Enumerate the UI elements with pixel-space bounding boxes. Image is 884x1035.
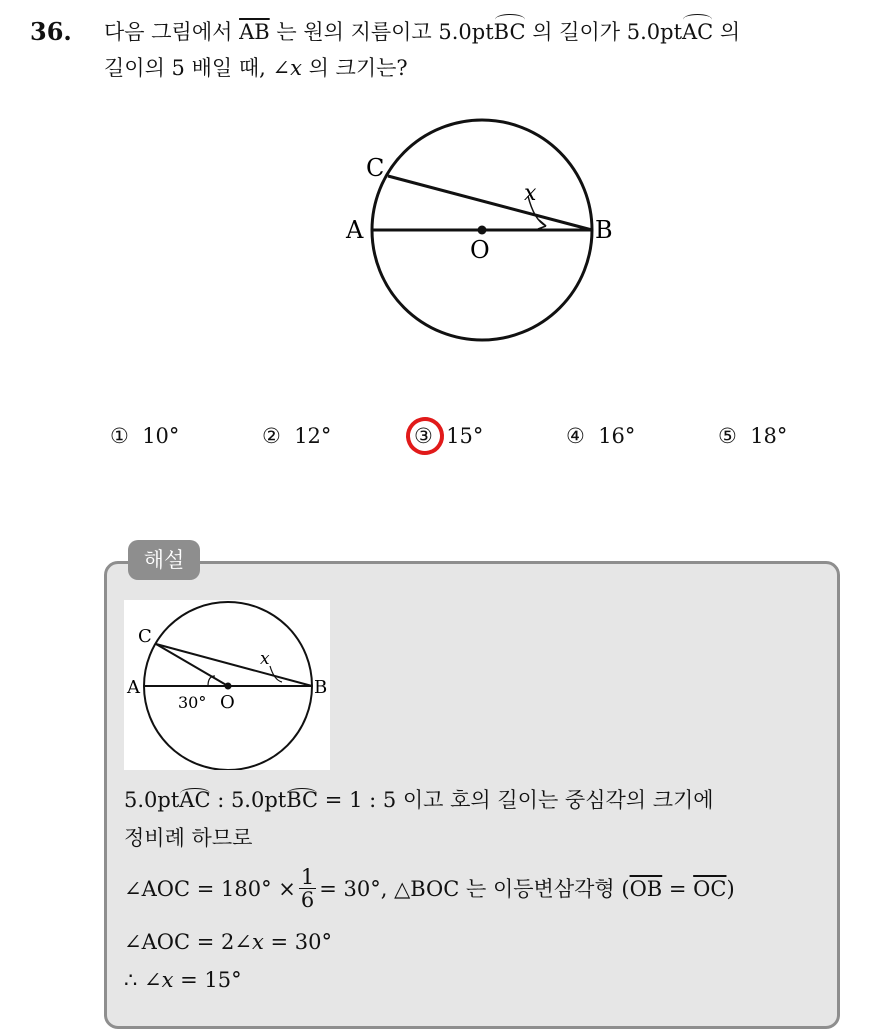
choice-4[interactable] bbox=[566, 424, 635, 448]
choice-2-value: 12° bbox=[294, 424, 332, 448]
solution-line-5a: ∴ ∠ bbox=[124, 968, 162, 992]
question-line-2b: 의 크기는? bbox=[301, 56, 408, 80]
question-seg-3: 의 길이가 5.0pt bbox=[525, 20, 683, 44]
choice-1[interactable] bbox=[110, 424, 179, 448]
solution-tag: 해설 bbox=[128, 540, 200, 580]
choice-5-number: ⑤ bbox=[718, 424, 737, 448]
arc-bc: BC bbox=[494, 14, 526, 50]
solution-line-1b: : 5.0pt bbox=[210, 788, 287, 812]
question-number: 36. bbox=[30, 17, 72, 46]
choice-5-value: 18° bbox=[750, 424, 788, 448]
choice-3-number: ③ bbox=[414, 424, 433, 448]
fraction-numerator: 1 bbox=[300, 865, 315, 889]
solution-line-5-x: x bbox=[161, 968, 174, 992]
question-line-1 bbox=[104, 14, 874, 50]
question-seg-1: 다음 그림에서 bbox=[104, 20, 240, 44]
segment-ab: $\overline{AB}$ bbox=[239, 20, 270, 44]
solution-line-2: 정비례 하므로 bbox=[124, 826, 253, 850]
arc-ac: AC bbox=[682, 14, 713, 50]
answer-choices bbox=[110, 424, 810, 460]
choice-5[interactable] bbox=[718, 424, 787, 448]
label-x: x bbox=[524, 181, 537, 206]
solution-figure bbox=[124, 600, 330, 770]
solution-line-4 bbox=[124, 930, 332, 954]
choice-4-number: ④ bbox=[566, 424, 585, 448]
choice-1-number: ① bbox=[110, 424, 129, 448]
fraction-denominator: 6 bbox=[300, 888, 315, 912]
circle-figure bbox=[340, 110, 640, 370]
solution-line-4a: ∠AOC = 2∠ bbox=[124, 930, 252, 954]
solution-chord-cb bbox=[156, 644, 312, 686]
fraction-one-sixth bbox=[299, 866, 316, 911]
solution-label-30-degrees: 30° bbox=[178, 693, 207, 712]
solution-label-c: C bbox=[138, 626, 152, 647]
solution-line-4-x: x bbox=[251, 930, 264, 954]
question-line-2 bbox=[104, 50, 874, 86]
solution-line-3b: = 30°, △BOC 는 이등변삼각형 ( bbox=[319, 877, 630, 901]
label-a: A bbox=[346, 216, 364, 244]
solution-line-1 bbox=[124, 784, 714, 814]
solution-radius-oc bbox=[156, 644, 228, 686]
choice-3[interactable] bbox=[414, 424, 483, 448]
question-seg-2: 는 원의 지름이고 5.0pt bbox=[269, 20, 494, 44]
solution-angle-arc-x bbox=[270, 666, 282, 682]
solution-arc-ac: AC bbox=[179, 788, 211, 812]
label-b: B bbox=[595, 216, 613, 244]
chord-cb bbox=[388, 176, 592, 230]
solution-line-1c: = 1 : 5 이고 호의 길이는 중심각의 크기에 bbox=[318, 788, 714, 812]
question-text bbox=[104, 14, 874, 86]
solution-line-3c: = bbox=[662, 877, 694, 901]
solution-line-3d: ) bbox=[726, 877, 735, 901]
question-line-2a: 길이의 5 배일 때, ∠ bbox=[104, 56, 291, 80]
choice-1-value: 10° bbox=[142, 424, 180, 448]
choice-4-value: 16° bbox=[598, 424, 636, 448]
segment-ob: $\overline{OB}$ bbox=[629, 877, 663, 901]
solution-label-o: O bbox=[220, 692, 235, 713]
center-point bbox=[478, 226, 487, 235]
solution-arc-bc: BC bbox=[286, 788, 319, 812]
label-o: O bbox=[470, 236, 490, 264]
choice-2-number: ② bbox=[262, 424, 281, 448]
selected-answer-mark bbox=[402, 413, 448, 459]
solution-line-3 bbox=[124, 865, 735, 913]
solution-label-a: A bbox=[127, 677, 140, 698]
label-c: C bbox=[366, 154, 385, 182]
solution-line-4b: = 30° bbox=[263, 930, 332, 954]
solution-line-1a: 5.0pt bbox=[124, 788, 180, 812]
solution-center-point bbox=[225, 683, 232, 690]
solution-label-b: B bbox=[314, 677, 328, 698]
solution-line-3a: ∠AOC = 180° × bbox=[124, 877, 296, 901]
choice-2[interactable] bbox=[262, 424, 331, 448]
solution-line-5b: = 15° bbox=[173, 968, 242, 992]
segment-oc: $\overline{OC}$ bbox=[693, 877, 727, 901]
choice-3-value: 15° bbox=[446, 424, 484, 448]
solution-label-x: x bbox=[260, 649, 270, 669]
angle-variable-x: x bbox=[290, 56, 302, 80]
question-seg-4: 의 bbox=[713, 20, 741, 44]
solution-line-5 bbox=[124, 968, 242, 992]
